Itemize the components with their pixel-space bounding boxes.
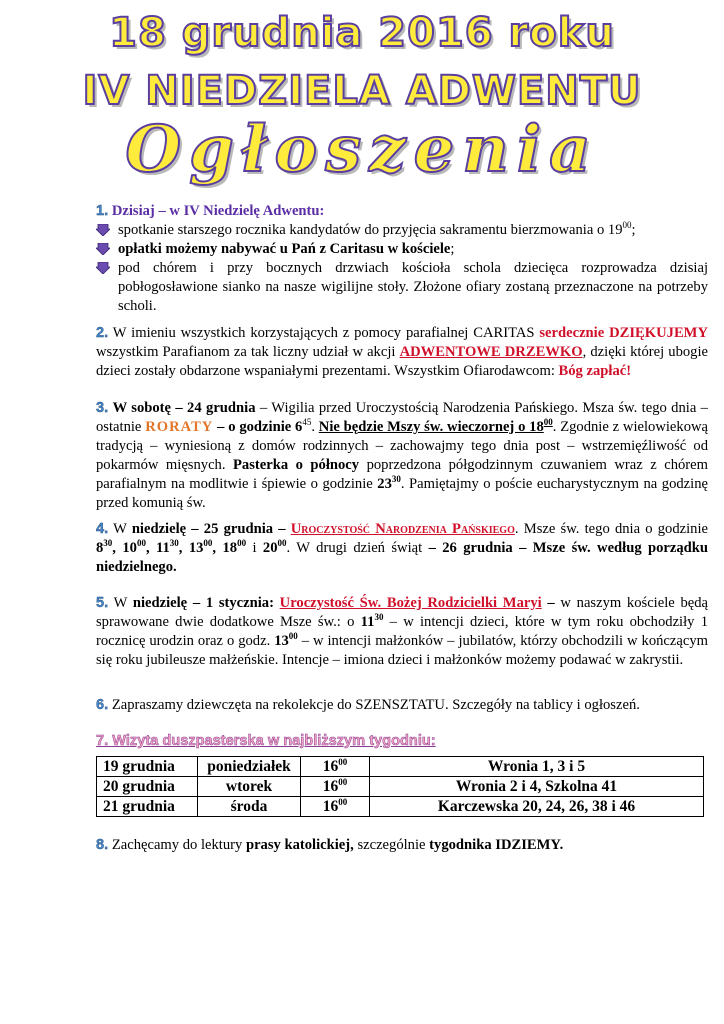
minute-sup: 00	[338, 756, 348, 767]
text: poprzedzona półgodzinnym czuwaniem wraz z chórem parafialnym na modlitwie i śpiewie o godzinie	[96, 457, 708, 492]
text: Zachęcamy do lektury	[111, 837, 246, 853]
announcement-1	[96, 202, 708, 316]
cell-streets: Wronia 1, 3 i 5	[370, 757, 704, 777]
announcement-6	[96, 696, 708, 715]
list-item	[118, 221, 708, 240]
bullet-list	[96, 221, 708, 316]
cell-day: poniedziałek	[198, 757, 301, 777]
time-sup: 00	[288, 631, 298, 642]
text: wszystkim Parafianom za tak liczny udział w akcji	[96, 344, 400, 360]
cell-streets: Karczewska 20, 24, 26, 38 i 46	[370, 797, 704, 817]
announcement-1-heading	[96, 202, 708, 221]
mary-highlight: Uroczystość Św. Bożej Rodzicielki Maryi	[279, 595, 542, 611]
text: . Zgodnie z wielowiekową tradycją – wyniesioną z domów rodzinnych – zachowajmy tego dnia post – wstrzemięźliwość od pokarmów mięsnych.	[96, 419, 709, 473]
cell-hour	[301, 757, 370, 777]
time-sup: 00	[203, 538, 213, 549]
time-sup: 00	[622, 220, 632, 231]
table-row	[97, 757, 704, 777]
arrow-bullet-icon	[96, 224, 110, 236]
item-text: pod chórem i przy bocznych drzwiach kościoła schola dziecięca rozprowadza dzisiaj pobłogosławione sianko na nasze wigilijne stoły. Złożone ofiary zostaną przeznaczone na potrzeby scholi.	[118, 260, 708, 314]
hour: 16	[322, 797, 339, 815]
hour: 16	[322, 757, 339, 775]
hour: 16	[322, 777, 339, 795]
text: W imieniu wszystkich korzystających z pomocy parafialnej CARITAS	[112, 325, 540, 341]
mass-time: 20	[262, 540, 278, 556]
mass-time: 11	[155, 540, 170, 556]
date-title: 18 grudnia 2016 roku	[109, 10, 615, 56]
text: Zapraszamy dziewczęta na rekolekcje do SZENSZTATU. Szczegóły na tablicy i ogłoszeń.	[111, 697, 640, 713]
time-sup: 30	[391, 474, 401, 485]
bold-text: – 26 grudnia – Msze św. według porządku niedzielnego.	[96, 540, 709, 575]
cell-day: środa	[198, 797, 301, 817]
announcement-3	[96, 399, 708, 513]
advent-tree-highlight: ADWENTOWE DRZEWKO	[399, 344, 583, 360]
number-2: 2.	[96, 325, 109, 341]
table-row	[97, 777, 704, 797]
text: . Pamiętajmy o poście eucharystycznym na godzinę przed komunią św.	[96, 476, 708, 511]
announcements-title: Ogłoszenia	[125, 112, 599, 187]
sunday-title: IV NIEDZIELA ADWENTU	[82, 68, 642, 114]
no-evening-mass: Nie będzie Mszy św. wieczornej o 18	[318, 419, 544, 435]
cell-date: 19 grudnia	[97, 757, 198, 777]
text: szczególnie	[353, 837, 430, 853]
number-1: 1.	[96, 203, 109, 219]
minute-sup: 00	[338, 796, 348, 807]
text: .	[311, 419, 319, 435]
minute-sup: 00	[338, 776, 348, 787]
number-8: 8.	[96, 837, 109, 853]
cell-streets: Wronia 2 i 4, Szkolna 41	[370, 777, 704, 797]
heading-text: Dzisiaj – w IV Niedzielę Adwentu:	[111, 203, 325, 219]
text: , dzięki której ubogie dzieci zostały obdarzone wspaniałymi prezentami. Wszystkim Ofiarodawcom:	[96, 344, 708, 379]
mass-time: 8	[96, 540, 104, 556]
number-4: 4.	[96, 521, 109, 537]
thanks-highlight: serdecznie DZIĘKUJEMY	[539, 325, 708, 341]
bold-text: W sobotę – 24 grudnia	[112, 400, 256, 416]
number-3: 3.	[96, 400, 109, 416]
cell-date: 20 grudnia	[97, 777, 198, 797]
item-text: spotkanie starszego rocznika kandydatów do przyjęcia sakramentu bierzmowania o 19	[118, 222, 623, 238]
time-sup: 00	[136, 538, 146, 549]
christmas-highlight: Uroczystość Narodzenia Pańskiego	[290, 521, 515, 537]
bold-text: –	[541, 595, 555, 611]
text: W	[113, 521, 132, 537]
announcement-7	[96, 732, 708, 751]
bold-text: – o godzinie 6	[213, 419, 303, 435]
number-6: 6.	[96, 697, 109, 713]
time-sup: 30	[103, 538, 113, 549]
item-bold: opłatki możemy nabywać u Pań z Caritasu w kościele	[118, 241, 451, 257]
arrow-bullet-icon	[96, 262, 110, 274]
arrow-bullet-icon	[96, 243, 110, 255]
time-sup: 45	[302, 417, 312, 428]
cell-date: 21 grudnia	[97, 797, 198, 817]
mass-time: 18	[222, 540, 238, 556]
text: i	[246, 540, 263, 556]
bold-text: Pasterka o północy	[233, 457, 360, 473]
bold-text: prasy katolickiej,	[245, 837, 354, 853]
cell-day: wtorek	[198, 777, 301, 797]
mass-time: 10	[122, 540, 137, 556]
time-sup: 30	[374, 612, 384, 623]
time-sup: 00	[543, 417, 553, 428]
text: . W drugi dzień świąt	[286, 540, 429, 556]
bold-text: niedzielę – 25 grudnia –	[131, 521, 286, 537]
roraty-highlight: RORATY	[145, 419, 214, 435]
mass-time: 11	[360, 614, 375, 630]
mass-time: 13	[274, 633, 289, 649]
text: . Msze św. tego dnia o godzinie	[514, 521, 708, 537]
announcement-4: 4. W niedzielę – 25 grudnia – Uroczystość Narodzenia Pańskiego. Msze św. tego dnia o godzinie $8^{30}$, $10^{00}$, $11^{30}$, $13^{00}$, $18^{00}$ i $20^{00}$. W drugi dzień świąt – 26 grudnia – Msze św. według porządku niedzielnego.	[96, 521, 709, 575]
bold-text: tygodnika IDZIEMY.	[429, 837, 564, 853]
list-item	[118, 259, 708, 316]
text: – Wigilia przed Uroczystością Narodzenia Pańskiego. Msza św. tego dnia – ostatnie	[96, 400, 708, 435]
announcement-8	[96, 836, 708, 855]
item-end: ;	[450, 241, 455, 257]
table-row	[97, 797, 704, 817]
list-item	[118, 240, 708, 259]
time-sup: 00	[237, 538, 247, 549]
visit-table	[96, 756, 704, 817]
number-5: 5.	[96, 595, 109, 611]
time-sup: 00	[277, 538, 287, 549]
text: – w intencji dzieci, które w tym roku obchodziły 1 rocznicę urodzin oraz o godz.	[96, 614, 708, 649]
cell-hour	[301, 797, 370, 817]
cell-hour	[301, 777, 370, 797]
text: – w intencji małżonków – jubilatów, którzy obchodzili w kończącym się roku jubileusze małżeńskie. Intencje – imiona dzieci i małżonków możemy podawać w zakrystii.	[96, 633, 708, 668]
mass-time: 13	[188, 540, 204, 556]
bold-text: 23	[377, 476, 392, 492]
announcement-5	[96, 594, 708, 670]
text: W	[113, 595, 133, 611]
item-end: ;	[631, 222, 636, 238]
bold-text: niedzielę – 1 stycznia:	[132, 595, 274, 611]
announcement-2	[96, 324, 708, 381]
time-sup: 30	[169, 538, 179, 549]
bog-zaplac-highlight: Bóg zapłać!	[558, 363, 632, 379]
text: w naszym kościele będą sprawowane dwie dodatkowe Msze św.: o	[96, 595, 708, 630]
visit-heading: 7. Wizyta duszpasterska w najbliższym tygodniu:	[96, 733, 436, 749]
